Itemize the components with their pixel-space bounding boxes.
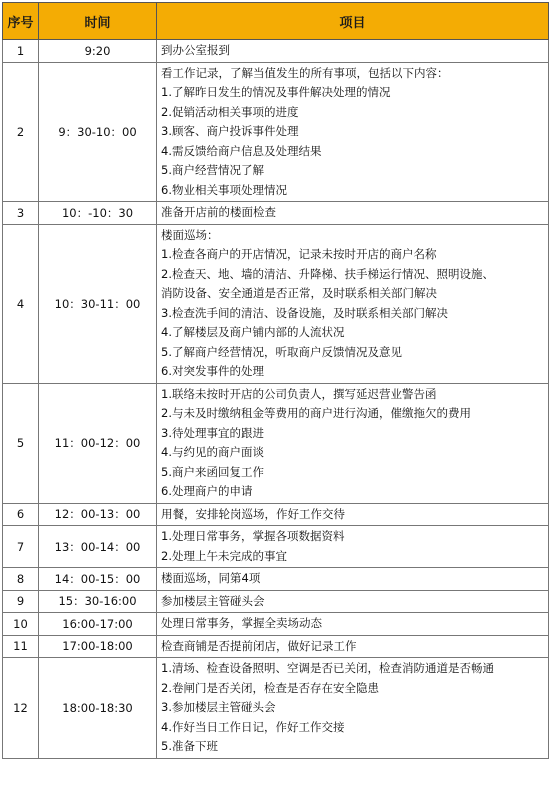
- item-line: 准备开店前的楼面检查: [161, 205, 276, 219]
- row-time: 9:20: [39, 40, 157, 63]
- row-time: 9：30-10：00: [39, 62, 157, 202]
- row-time: 10：-10：30: [39, 202, 157, 225]
- item-line: 1.清场、检查设备照明、空调是否已关闭，检查消防通道是否畅通: [161, 661, 494, 675]
- item-line: 楼面巡场：: [161, 227, 219, 242]
- row-time: 11：00-12：00: [39, 383, 157, 503]
- row-items: [157, 202, 549, 225]
- header-no: 序号: [3, 3, 39, 40]
- row-number: 1: [3, 40, 39, 63]
- item-line: 楼面巡场，同第4项: [161, 571, 261, 585]
- row-number: 5: [3, 383, 39, 503]
- row-items: [157, 658, 549, 759]
- item-line: 1.联络未按时开店的公司负责人，撰写延迟营业警告函: [161, 386, 437, 401]
- row-time: 13：00-14：00: [39, 526, 157, 568]
- row-items: [157, 613, 549, 636]
- row-items: [157, 526, 549, 568]
- table-row: [3, 503, 549, 526]
- item-line: 3.待处理事宜的跟进: [161, 425, 264, 440]
- item-line: 5.准备下班: [161, 739, 218, 753]
- row-number: 2: [3, 62, 39, 202]
- row-number: 6: [3, 503, 39, 526]
- row-items: [157, 590, 549, 613]
- item-line: 用餐，安排轮岗巡场，作好工作交待: [161, 506, 345, 521]
- header-item: 项目: [157, 3, 549, 40]
- header-row: [3, 3, 549, 40]
- row-time: 10：30-11：00: [39, 224, 157, 383]
- item-line: 5.商户经营情况了解: [161, 163, 264, 177]
- item-line: 处理日常事务，掌握全卖场动态: [161, 616, 322, 630]
- item-line: 3.顾客、商户投诉事件处理: [161, 124, 299, 138]
- table-row: [3, 40, 549, 63]
- table-row: [3, 590, 549, 613]
- row-number: 9: [3, 590, 39, 613]
- item-line: 3.检查洗手间的清洁、设备设施，及时联系相关部门解决: [161, 305, 448, 320]
- table-row: [3, 658, 549, 759]
- item-line: 1.了解昨日发生的情况及事件解决处理的情况: [161, 85, 391, 99]
- item-line: 2.与未及时缴纳租金等费用的商户进行沟通，催缴拖欠的费用: [161, 406, 471, 420]
- item-line: 4.了解楼层及商户铺内部的人流状况: [161, 325, 345, 339]
- item-line: 1.处理日常事务，掌握各项数据资料: [161, 529, 345, 543]
- schedule-table: [2, 2, 549, 759]
- item-line: 2.处理上午未完成的事宜: [161, 548, 287, 563]
- row-items: [157, 224, 549, 383]
- item-line: 2.卷闸门是否关闭，检查是否存在安全隐患: [161, 680, 379, 695]
- row-time: 16:00-17:00: [39, 613, 157, 636]
- table-row: [3, 383, 549, 503]
- row-time: 17:00-18:00: [39, 635, 157, 658]
- table-row: [3, 202, 549, 225]
- row-number: 12: [3, 658, 39, 759]
- row-items: [157, 635, 549, 658]
- item-line: 2.促销活动相关事项的进度: [161, 104, 299, 119]
- row-time: 14：00-15：00: [39, 568, 157, 591]
- table-row: [3, 568, 549, 591]
- item-line: 检查商铺是否提前闭店，做好记录工作: [161, 638, 357, 653]
- item-line: 参加楼层主管碰头会: [161, 593, 265, 608]
- item-line: 看工作记录，了解当值发生的所有事项，包括以下内容：: [161, 65, 449, 80]
- item-line: 4.需反馈给商户信息及处理结果: [161, 143, 322, 158]
- item-line: 4.与约见的商户面谈: [161, 445, 264, 459]
- header-time: 时间: [39, 3, 157, 40]
- item-line: 6.物业相关事项处理情况: [161, 182, 287, 197]
- table-body: [3, 40, 549, 759]
- item-line: 4.作好当日工作日记，作好工作交接: [161, 719, 345, 734]
- row-items: [157, 568, 549, 591]
- row-items: [157, 383, 549, 503]
- item-line: 6.对突发事件的处理: [161, 364, 264, 378]
- row-time: 18:00-18:30: [39, 658, 157, 759]
- item-line: 5.了解商户经营情况，听取商户反馈情况及意见: [161, 344, 402, 359]
- row-time: 15：30-16:00: [39, 590, 157, 613]
- item-line: 消防设备、安全通道是否正常，及时联系相关部门解决: [161, 286, 437, 300]
- row-number: 11: [3, 635, 39, 658]
- row-items: [157, 62, 549, 202]
- table-row: [3, 526, 549, 568]
- row-items: [157, 40, 549, 63]
- table-row: [3, 635, 549, 658]
- row-time: 12：00-13：00: [39, 503, 157, 526]
- table-row: [3, 224, 549, 383]
- row-number: 3: [3, 202, 39, 225]
- item-line: 6.处理商户的申请: [161, 484, 253, 498]
- item-line: 5.商户来函回复工作: [161, 464, 264, 479]
- item-line: 2.检查天、地、墙的清洁、升降梯、扶手梯运行情况、照明设施、: [161, 266, 494, 281]
- row-number: 10: [3, 613, 39, 636]
- table-row: [3, 613, 549, 636]
- item-line: 1.检查各商户的开店情况，记录未按时开店的商户名称: [161, 247, 437, 261]
- row-number: 8: [3, 568, 39, 591]
- row-number: 4: [3, 224, 39, 383]
- table-row: [3, 62, 549, 202]
- item-line: 3.参加楼层主管碰头会: [161, 700, 276, 714]
- row-items: [157, 503, 549, 526]
- item-line: 到办公室报到: [161, 43, 230, 57]
- row-number: 7: [3, 526, 39, 568]
